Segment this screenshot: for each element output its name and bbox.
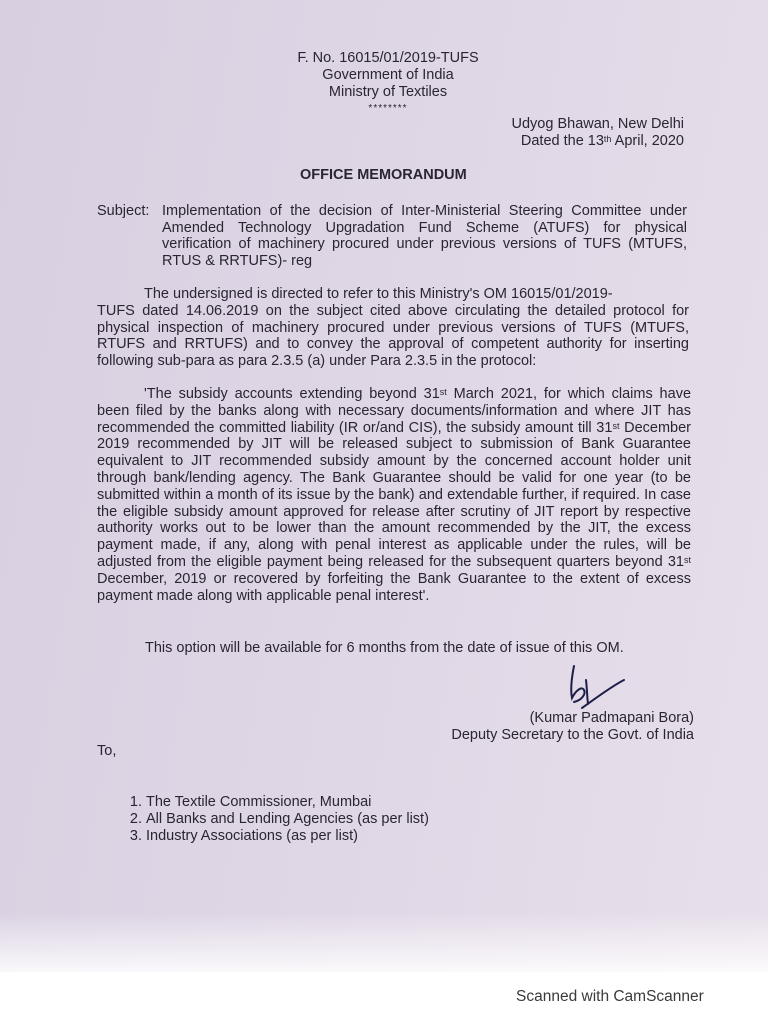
paragraph-1-rest: TUFS dated 14.06.2019 on the subject cited above circulating the detailed protocol for physical inspection of machinery procured under previous versions of TUFS (MTUFS, RTUFS and RRTUFS) and to convey the approval of competent authority for inserting following sub-para as para 2.3.5 (a) under Para 2.3.5 in the protocol: — [97, 302, 689, 370]
signatory-designation: Deputy Secretary to the Govt. of India — [451, 727, 694, 743]
para2-sup-c: st — [683, 554, 691, 565]
para2-part-d: December, 2019 or recovered by forfeiting the Bank Guarantee to the extent of excess payment made along with applicable penal interest'. — [97, 570, 691, 604]
ministry-line: Ministry of Textiles — [328, 84, 448, 100]
date-prefix: Dated the 13 — [520, 133, 604, 149]
para2-sup-a: st — [439, 387, 447, 397]
scanner-watermark: Scanned with CamScanner — [516, 988, 704, 1005]
paragraph-2 — [97, 386, 691, 604]
subject-body: Implementation of the decision of Inter-Ministerial Steering Committee under Amended Technology Upgradation Fund Scheme (ATUFS) for physical verification of machinery procured under previous versions of TUFS (MTUFS, RTUS & RRTUFS)- reg — [162, 203, 687, 269]
subject-label: Subject: — [97, 203, 150, 219]
para2-part-b: March 2021, for which claims have been filed by the banks along with necessary documents/information and where JIT has recommended the committed liability (IR or/and CIS), the subsidy amount till 31 — [97, 386, 692, 436]
paragraph-3: This option will be available for 6 months from the date of issue of this OM. — [145, 640, 624, 656]
para2-part-a: 'The subsidy accounts extending beyond 31 — [144, 386, 440, 402]
paragraph-1-first-line: The undersigned is directed to refer to this Ministry's OM 16015/01/2019- — [144, 286, 613, 302]
signatory-name: (Kumar Padmapani Bora) — [529, 710, 694, 726]
header-stars: ******** — [368, 103, 408, 114]
recipient-item: 2. All Banks and Lending Agencies (as per list) — [146, 811, 429, 828]
file-number: F. No. 16015/01/2019-TUFS — [297, 50, 479, 66]
date — [521, 133, 684, 150]
place: Udyog Bhawan, New Delhi — [511, 116, 684, 132]
recipient-item: 1. The Textile Commissioner, Mumbai — [146, 794, 429, 811]
memo-title: OFFICE MEMORANDUM — [300, 167, 467, 183]
para2-part-c: December 2019 recommended by JIT will be released subject to submission of Bank Guarantee equivalent to JIT recommended subsidy amount by the concerned account holder unit through bank/lending agency. The Bank Guarantee should be valid for one year (to be submitted within a month of its issue by the bank) and extendable further, if required. In case the eligible subsidy amount approved for release after scrutiny of JIT report by respective authority works out to be lower than the amount recommended by the JIT, the excess payment made, if any, along with penal interest as applicable under the rules, will be adjusted from the eligible payment being released for the subsequent quarters beyond 31 — [97, 419, 691, 570]
to-label: To, — [97, 743, 117, 759]
recipient-item: 3. Industry Associations (as per list) — [146, 828, 429, 845]
recipient-list — [100, 794, 429, 845]
subject-text — [162, 203, 687, 269]
para2-sup-b: st — [612, 420, 620, 431]
paragraph-1 — [97, 286, 689, 370]
date-sup: th — [603, 134, 612, 144]
signature — [560, 660, 630, 712]
date-suffix: April, 2020 — [611, 133, 684, 149]
government-line: Government of India — [322, 67, 454, 83]
